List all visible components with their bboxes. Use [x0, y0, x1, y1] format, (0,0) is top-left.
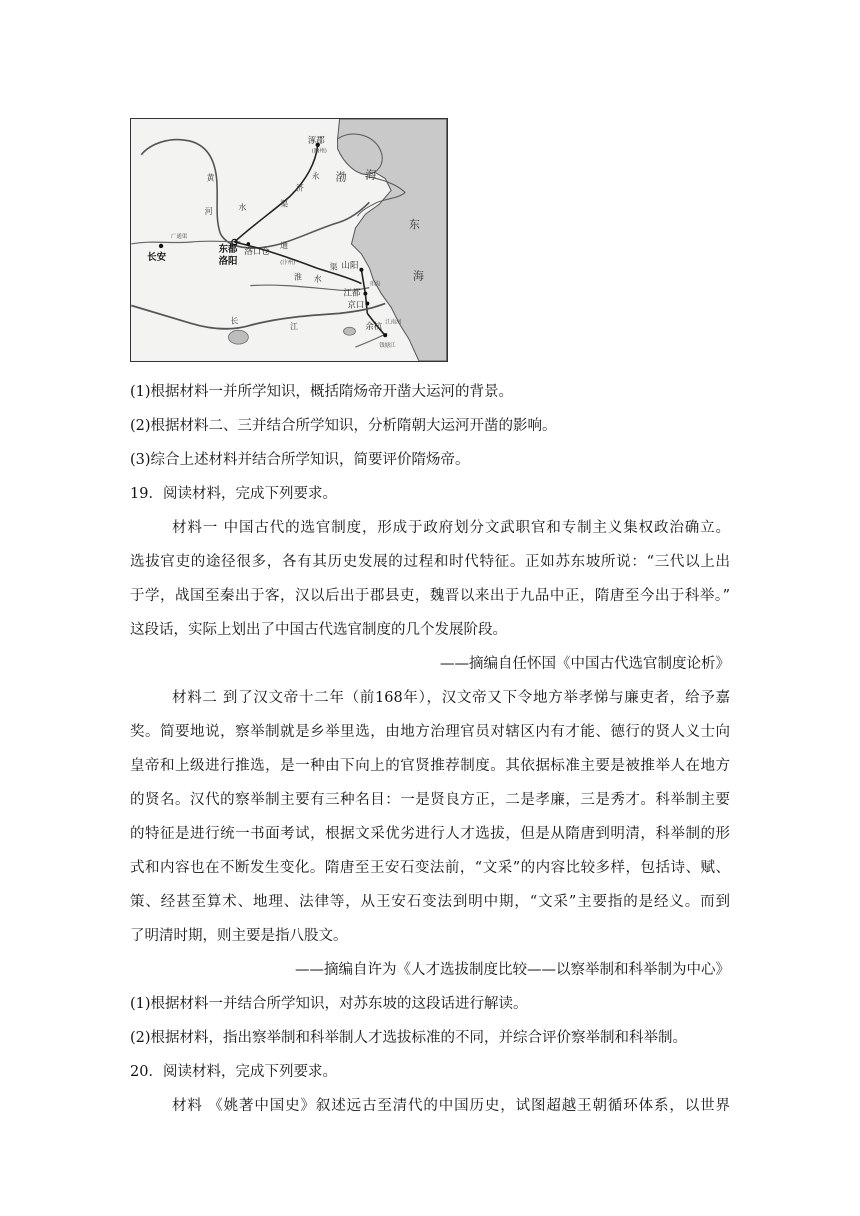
label-bianzhou: (汴州)	[280, 259, 296, 266]
q19-heading: 19．阅读材料，完成下列要求。	[130, 486, 337, 502]
jingkou-dot	[365, 301, 369, 305]
label-donghai-2: 海	[412, 269, 424, 283]
yuhang-dot	[383, 333, 387, 337]
label-bohai-2: 海	[365, 168, 377, 182]
label-shanyang: 山阳	[341, 259, 359, 270]
label-tong: 通	[280, 240, 289, 250]
yongji-canal	[234, 145, 317, 242]
q19-material2-line-5: 的特征是进行统一书面考试，根据文采优劣进行人才选拔，但是从隋唐到明清，科举制的形	[130, 826, 730, 842]
q19-material1-line-4: 这段话，实际上划出了中国古代选官制度的几个发展阶段。	[130, 622, 507, 638]
label-hangou: 邗沟	[369, 281, 381, 288]
q19-material1-line-1: 材料一 中国古代的选官制度，形成于政府划分文武职官和专制主义集权政治确立。	[172, 520, 730, 536]
label-yongji-ji: 济	[295, 183, 304, 193]
q18-question-3: (3)综合上述材料并结合所学知识，简要评价隋炀帝。	[130, 452, 470, 468]
jiangdu-dot	[363, 292, 367, 296]
label-jiangdu: 江都	[343, 287, 361, 298]
label-donghai-1: 东	[409, 218, 420, 232]
q19-material2-line-6: 式和内容也在不断发生变化。隋唐至王安石变法前，“文采”的内容比较多样，包括诗、赋、	[130, 860, 730, 876]
map-svg	[131, 119, 447, 361]
q20-heading: 20．阅读材料，完成下列要求。	[130, 1064, 337, 1080]
label-changan: 长安	[147, 251, 167, 263]
changan-dot	[159, 244, 163, 248]
q19-material2-line-1: 材料二 到了汉文帝十二年（前168年），汉文帝又下令地方举孝悌与廉吏者，给予嘉	[172, 690, 730, 706]
label-qiantangjiang: 钱塘江	[379, 343, 396, 350]
q19-material2-source: ——摘编自许为《人才选拔制度比较——以察举制和科举制为中心》	[295, 962, 730, 978]
q19-material1-line-2: 选拔官吏的途径很多，各有其历史发展的过程和时代特征。正如苏东坡所说：“三代以上出	[130, 554, 730, 570]
label-jiang: 江	[289, 322, 298, 332]
q19-material1-source: ——摘编自任怀国《中国古代选官制度论析》	[440, 656, 730, 672]
q19-material2-line-4: 的贤名。汉代的察举制主要有三种名目：一是贤良方正，二是孝廉，三是秀才。科举制主要	[130, 792, 730, 808]
label-luokoucang: 洛口仓	[244, 245, 270, 256]
q19-material1-line-3: 于学，战国至秦出于客，汉以后出于郡县吏，魏晋以来出于九品中正，隋唐至今出于科举。”	[130, 588, 730, 604]
q18-question-2: (2)根据材料二、三并结合所学知识，分析隋朝大运河开凿的影响。	[130, 418, 557, 434]
label-tongji-qu: 渠	[329, 262, 338, 272]
q19-question-1: (1)根据材料一并结合所学知识，对苏东坡的这段话进行解读。	[130, 996, 528, 1012]
label-shui: 水	[238, 203, 247, 213]
q19-material2-line-7: 策、经甚至算术、地理、法律等，从王安石变法到明中期，“文采”主要指的是经义。而到	[130, 894, 730, 910]
label-chang: 长	[230, 316, 239, 326]
label-huai: 淮	[293, 272, 302, 282]
label-yongji-qu: 渠	[280, 199, 289, 209]
q19-question-2: (2)根据材料，指出察举制和科举制人才选拔标准的不同，并综合评价察举制和科举制。	[130, 1030, 688, 1046]
q18-question-1: (1)根据材料一并所学知识，概括隋炀帝开凿大运河的背景。	[130, 384, 514, 400]
shanyang-dot	[359, 268, 363, 272]
lake	[229, 330, 249, 344]
label-huang: 黄	[206, 173, 215, 183]
label-yuhang: 余杭	[365, 321, 383, 332]
label-luoyang: 洛阳	[218, 255, 238, 267]
q19-material2-line-8: 了明清时期，则主要是指八股文。	[130, 928, 348, 944]
label-yongji-yong: 永	[311, 171, 320, 181]
lake-2	[344, 327, 356, 335]
label-huai-shui: 水	[313, 274, 322, 284]
q20-material-line-1: 材料 《姚著中国史》叙述远古至清代的中国历史，试图超越王朝循环体系，以世界	[172, 1098, 730, 1114]
q19-material2-line-3: 皇帝和上级进行推选，是一种由下向上的官贤推荐制度。其依据标准主要是被推举人在地方	[130, 758, 730, 774]
label-dongdu: 东都	[218, 243, 238, 255]
label-jingkou: 京口	[347, 299, 365, 310]
label-youzhou: (幽州)	[311, 148, 327, 155]
label-zhuojun: 涿郡	[307, 134, 325, 145]
label-bohai-1: 渤	[335, 170, 347, 184]
yellow-river	[141, 140, 369, 248]
label-he: 河	[204, 207, 213, 217]
grand-canal-map	[130, 118, 448, 362]
label-guangtongqu: 广通渠	[170, 234, 188, 241]
label-jiangnanhe: 江南河	[385, 319, 402, 326]
q19-material2-line-2: 奖。简要地说，察举制就是乡举里选，由地方治理官员对辖区内有才能、德行的贤人义士向	[130, 724, 730, 740]
